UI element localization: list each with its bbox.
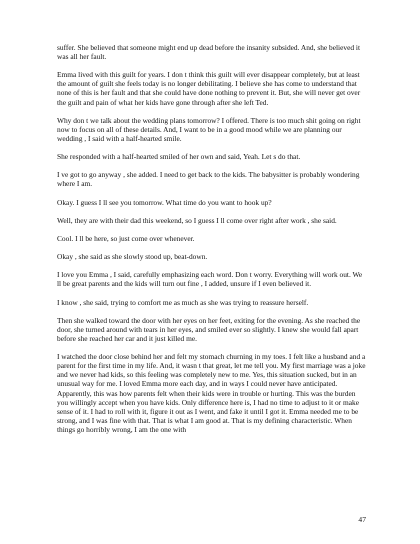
paragraph: I watched the door close behind her and felt my stomach churning in my toes. I felt like a husband and a parent for the first time in my life. And, it wasn t that great, let me tell you. My first marriage was a joke and we never had kids, so this feeling was completely new to me. Yes, this situation sucked, but in an unusual way for me. I loved Emma more each day, and in ways I could never have anticipated. Apparently, this was how parents felt when their kids were in trouble or hurting. This was the burden you willingly accept when you have kids. Only difference here is, I had no time to adjust to it or make sense of it. I had to roll with it, figure it out as I went, and fake it until I got it. Emma needed me to be strong, and I was fine with that. That is what I am good at. That is my defining characteristic. When things go horribly wrong, I am the one with — [57, 352, 366, 434]
paragraph: Cool. I ll be here, so just come over whenever. — [57, 233, 195, 243]
paragraph: I know , she said, trying to comfort me as much as she was trying to reassure herself. — [57, 297, 309, 307]
paragraph: Why don t we talk about the wedding plans tomorrow? I offered. There is too much shit going on right now to focus on all of these details. And, I want to be in a good mood while we are planning our wedding , I said with a half-hearted smile. — [57, 115, 361, 143]
paragraph: She responded with a half-hearted smiled of her own and said, Yeah. Let s do that. — [57, 152, 301, 162]
page-number: 47 — [358, 515, 366, 524]
paragraph: suffer. She believed that someone might end up dead before the insanity subsided. And, she believed it was all her fault. — [57, 43, 361, 62]
paragraph: I ve got to go anyway , she added. I need to get back to the kids. The babysitter is probably wondering where I am. — [57, 170, 360, 189]
paragraph: Then she walked toward the door with her eyes on her feet, exiting for the evening. As she reached the door, she turned around with tears in her eyes, and smiled ever so slightly. I knew she would fall apart before she reached her car and it just killed me. — [57, 315, 361, 343]
paragraph: Okay. I guess I ll see you tomorrow. What time do you want to hook up? — [57, 197, 272, 207]
paragraph: Well, they are with their dad this weekend, so I guess I ll come over right after work , she said. — [57, 215, 337, 225]
paragraph: Emma lived with this guilt for years. I don t think this guilt will ever disappear completely, but at least the amount of guilt she feels today is no longer debilitating. I believe she has come to understand that none of this is her fault and that she could have done nothing to prevent it. But, she will never get over the guilt and pain of what her kids have gone through after she left Ted. — [57, 70, 361, 107]
paragraph: Okay , she said as she slowly stood up, beat-down. — [57, 252, 208, 262]
paragraph: I love you Emma , I said, carefully emphasizing each word. Don t worry. Everything will work out. We ll be great parents and the kids will turn out fine , I added, unsure if I even believed it. — [57, 270, 363, 289]
